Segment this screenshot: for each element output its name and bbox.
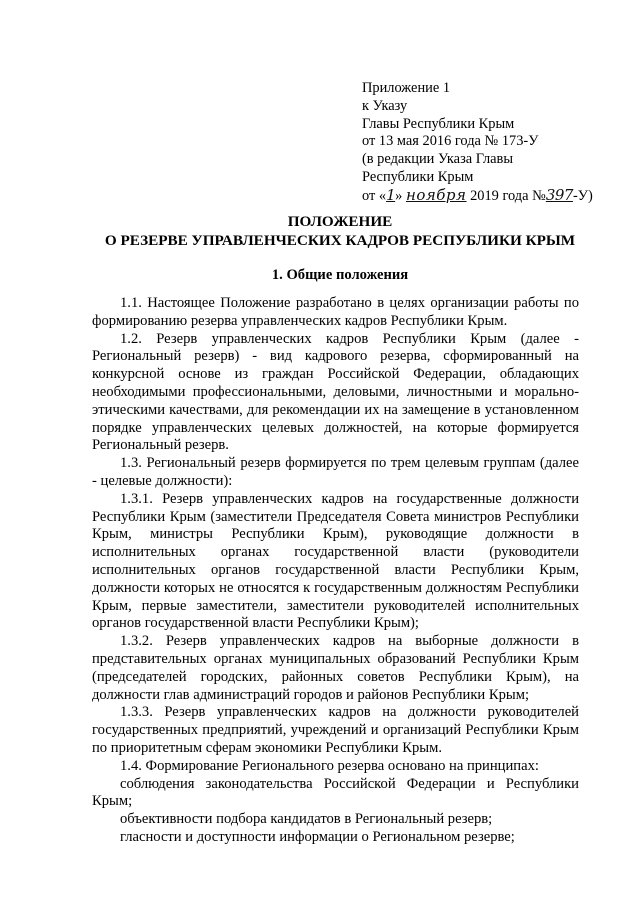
paragraph: 1.3. Региональный резерв формируется по трем целевым группам (далее - целевые должности):	[92, 455, 579, 489]
paragraph: 1.2. Резерв управленческих кадров Республики Крым (далее - Региональный резерв) - вид кадрового резерва, сформированный на конкурсной основе из граждан Российской Федерации, обладающих необходимыми профессиональными, деловыми, личностными и морально-этическими качествами, для рекомендации их на замещение в установленном порядке управленческих целевых должностей, на которые формируется Региональный резерв.	[92, 330, 579, 454]
document-title: ПОЛОЖЕНИЕ	[287, 213, 393, 230]
appendix-block	[362, 80, 593, 206]
date-suffix: -У)	[572, 187, 593, 204]
paragraph: 1.3.1. Резерв управленческих кадров на государственные должности Республики Крым (заместители Председателя Совета министров Республики Крым, министры Республики Крым), руководящие должности в исполнительных органах государственной власти (руководители исполнительных органов государственной власти Республики Крым, должности которых не относятся к государственным должностям Республики Крым, первые заместители, заместители руководителей исполнительных органов государственной власти Республики Крым);	[92, 490, 579, 632]
handwritten-number: 397	[545, 185, 573, 204]
document-body	[92, 295, 579, 847]
appendix-line: (в редакции Указа Главы	[362, 151, 514, 168]
appendix-line: Главы Республики Крым	[362, 115, 515, 132]
appendix-line: Республики Крым	[362, 168, 474, 185]
paragraph: 1.1. Настоящее Положение разработано в целях организации работы по формированию резерва управленческих кадров Республики Крым.	[92, 295, 579, 329]
document-subtitle: О РЕЗЕРВЕ УПРАВЛЕНЧЕСКИХ КАДРОВ РЕСПУБЛИКИ КРЫМ	[104, 232, 576, 249]
appendix-date-line	[362, 187, 593, 206]
paragraph: объективности подбора кандидатов в Региональный резерв;	[120, 811, 493, 828]
date-year: 2019 года №	[466, 187, 546, 204]
handwritten-month: ноября	[405, 185, 467, 204]
paragraph: 1.3.3. Резерв управленческих кадров на должности руководителей государственных предприятий, учреждений и организаций Республики Крым по приоритетным сферам экономики Республики Крым.	[92, 704, 579, 756]
date-separator: »	[395, 187, 406, 204]
paragraph: 1.3.2. Резерв управленческих кадров на выборные должности в представительных органах муниципальных образований Республики Крым (председателей городских, районных советов Республики Крым), на должности глав администраций городов и районов Республики Крым;	[92, 633, 579, 703]
paragraph: гласности и доступности информации о Региональном резерве;	[120, 828, 515, 845]
paragraph: 1.4. Формирование Регионального резерва основано на принципах:	[120, 757, 539, 774]
paragraph: соблюдения законодательства Российской Федерации и Республики Крым;	[92, 775, 579, 810]
date-prefix: от «	[362, 187, 387, 204]
appendix-line: к Указу	[362, 97, 408, 114]
appendix-line: Приложение 1	[362, 80, 451, 96]
section-heading: 1. Общие положения	[271, 267, 409, 283]
handwritten-day: 1	[386, 185, 396, 204]
appendix-line: от 13 мая 2016 года № 173-У	[362, 133, 539, 150]
